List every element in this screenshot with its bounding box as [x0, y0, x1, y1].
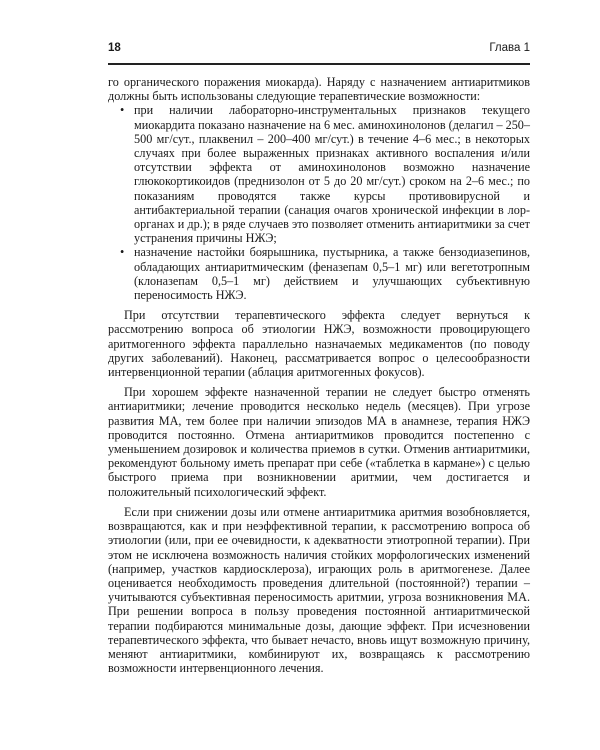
chapter-label: Глава 1 [489, 42, 530, 54]
header-rule [108, 63, 530, 65]
bullet-icon: • [120, 103, 125, 118]
body-text [108, 75, 530, 675]
page-number: 18 [108, 42, 121, 54]
page-header [108, 42, 530, 60]
paragraph: При отсутствии терапевтического эффекта следует вернуться к рассмотрению вопроса об этиологии НЖЭ, возможности провоцирующего аритмогенного эффекта параллельно назначаемых медикаментов (по поводу других заболеваний). Наконец, рассматривается вопрос о целесообразности интервенционной терапии (аблация аритмогенных фокусов). [108, 308, 530, 380]
list-item [108, 245, 530, 302]
bullet-icon: • [120, 245, 125, 260]
list-item [108, 103, 530, 245]
paragraph: Если при снижении дозы или отмене антиаритмика аритмия возобновляется, возвращаются, как и при неэффективной терапии, к рассмотрению вопроса об этиологии (или, при ее очевидности, к адекватности этиотропной терапии). При этом не исключена возможность наличия стойких морфологических изменений (например, участков кардиосклероза), играющих роль в аритмогенезе. Далее оценивается необходимость проведения длительной (постоянной?) терапии – учитываются субъективная переносимость аритмии, угроза возникновения МА. При решении вопроса в пользу проведения постоянной антиаритмической терапии подбираются минимальные дозы, дающие эффект. При исчезновении терапевтического эффекта, что бывает нечасто, вновь ищут возможную причину, меняют антиаритмики, комбинируют их, возвращаясь к рассмотрению возможности интервенционного лечения. [108, 504, 530, 676]
list-item-text: назначение настойки боярышника, пустырника, а также бензодиазепинов, обладающих антиаритмическим (феназепам 0,5–1 мг) или вегетотропным (клоназепам 0,5–1 мг) действием и улучшающих субъективную переносимость НЖЭ. [134, 245, 530, 303]
intro-paragraph: го органического поражения миокарда). Наряду с назначением антиаритмиков должны быть использованы следующие терапевтические возможности: [108, 75, 530, 104]
list-item-text: при наличии лабораторно-инструментальных признаков текущего миокардита показано назначение на 6 мес. аминохинолонов (делагил – 250–500 мг/сут., плаквенил – 200–400 мг/сут.) в течение 4–6 мес.; в некоторых случаях при более выраженных признаках активного воспаления и/или отсутствии эффекта от аминохинолонов возможно назначение глюкокортикоидов (преднизолон от 5 до 20 мг/сут.) сроком на 2–6 мес.; по показаниям проводятся также курсы противовирусной и антибактериальной терапии (санация очагов хронической инфекции в лор-органах и др.); в ряде случаев это позволяет отменить антиаритмики за счет устранения причины НЖЭ; [134, 103, 530, 246]
paragraph: При хорошем эффекте назначенной терапии не следует быстро отменять антиаритмики; лечение проводится несколько недель (месяцев). При угрозе развития МА, тем более при наличии эпизодов МА в анамнезе, терапия НЖЭ проводится постоянно. Отмена антиаритмиков проводится постепенно с уменьшением дозировок и количества приемов в сутки. Отменив антиаритмики, рекомендуют больному иметь препарат при себе («таблетка в кармане») с целью быстрого приема при возникновении аритмии, чем достигается и положительный психологический эффект. [108, 385, 530, 499]
therapy-options-list [108, 103, 530, 302]
